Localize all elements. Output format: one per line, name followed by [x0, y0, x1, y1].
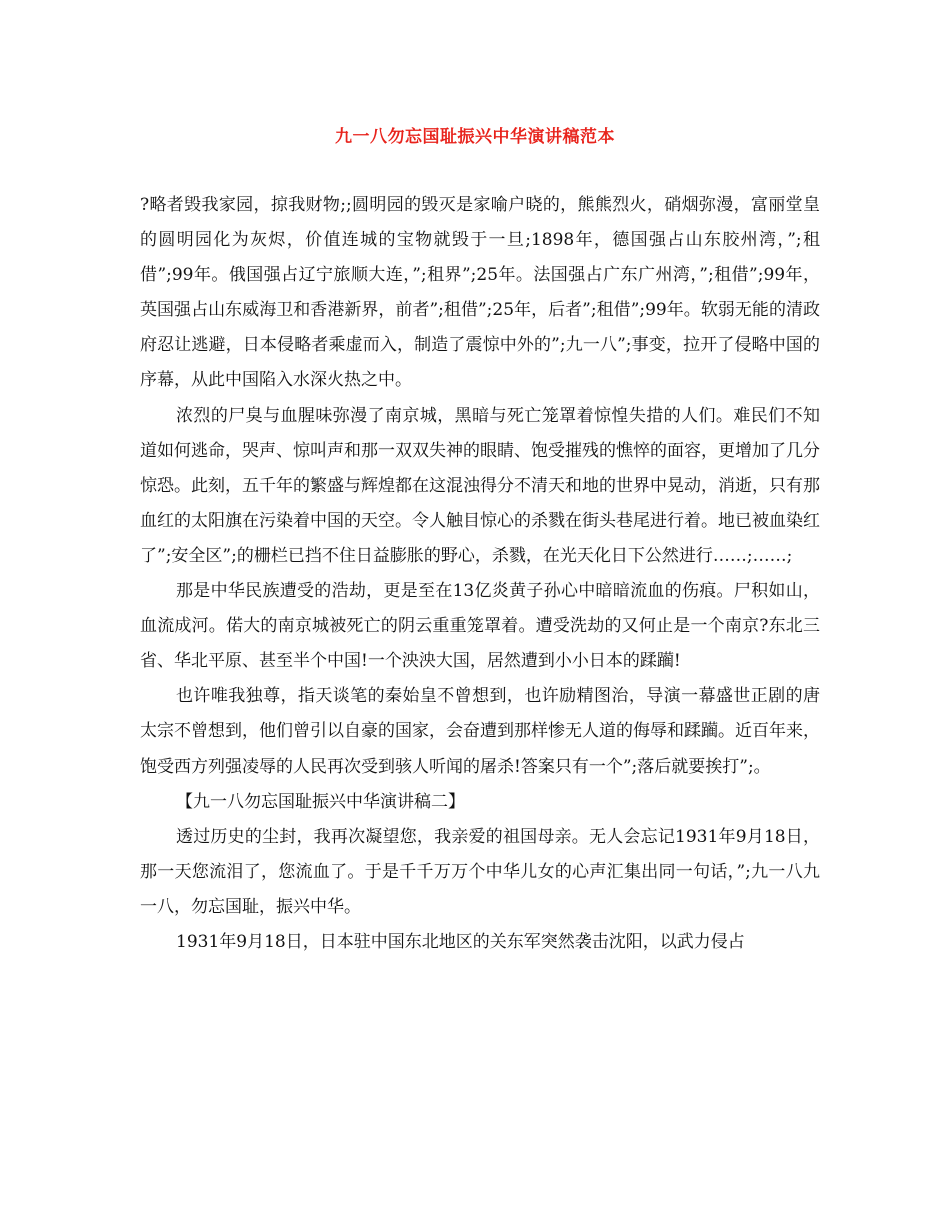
paragraph: 透过历史的尘封，我再次凝望您，我亲爱的祖国母亲。无人会忘记1931年9月18日，那一天您流泪了，您流血了。于是千千万万个中华儿女的心声汇集出同一句话，”;九一八九一八，勿忘国耻，振兴中华。 [140, 826, 820, 917]
paragraph: 那是中华民族遭受的浩劫，更是至在13亿炎黄子孙心中暗暗流血的伤痕。尸积如山，血流成河。偌大的南京城被死亡的阴云重重笼罩着。遭受洗劫的又何止是一个南京?东北三省、华北平原、甚至半个中国!一个泱泱大国，居然遭到小小日本的蹂躏! [140, 581, 820, 672]
paragraph: 1931年9月18日，日本驻中国东北地区的关东军突然袭击沈阳，以武力侵占 [176, 931, 745, 952]
paragraph: 浓烈的尸臭与血腥味弥漫了南京城，黑暗与死亡笼罩着惊惶失措的人们。难民们不知道如何逃命，哭声、惊叫声和那一双双失神的眼睛、饱受摧残的憔悴的面容，更增加了几分惊恐。此刻，五千年的繁盛与辉煌都在这混浊得分不清天和地的世界中晃动，消逝，只有那血红的太阳旗在污染着中国的天空。令人触目惊心的杀戮在街头巷尾进行着。地已被血染红了”;安全区”;的栅栏已挡不住日益膨胀的野心，杀戮，在光天化日下公然进行……;……; [140, 405, 820, 566]
document-body [140, 188, 820, 960]
document-title: 九一八勿忘国耻振兴中华演讲稿范本 [335, 127, 615, 147]
section-heading: 【九一八勿忘国耻振兴中华演讲稿二】 [176, 791, 465, 812]
paragraph: 也许唯我独尊，指天谈笔的秦始皇不曾想到，也许励精图治，导演一幕盛世正剧的唐太宗不曾想到，他们曾引以自豪的国家，会奋遭到那样惨无人道的侮辱和蹂躏。近百年来，饱受西方列强凌辱的人民再次受到骇人听闻的屠杀!答案只有一个”;落后就要挨打”;。 [140, 686, 820, 777]
paragraph: ?略者毁我家园，掠我财物;;圆明园的毁灭是家喻户晓的，熊熊烈火，硝烟弥漫，富丽堂皇的圆明园化为灰烬，价值连城的宝物就毁于一旦;1898年，德国强占山东胶州湾，”;租借”;99年。俄国强占辽宁旅顺大连，”;租界”;25年。法国强占广东广州湾，”;租借”;99年，英国强占山东威海卫和香港新界，前者”;租借”;25年，后者”;租借”;99年。软弱无能的清政府忍让逃避，日本侵略者乘虚而入，制造了震惊中外的”;九一八”;事变，拉开了侵略中国的序幕，从此中国陷入水深火热之中。 [140, 195, 820, 391]
